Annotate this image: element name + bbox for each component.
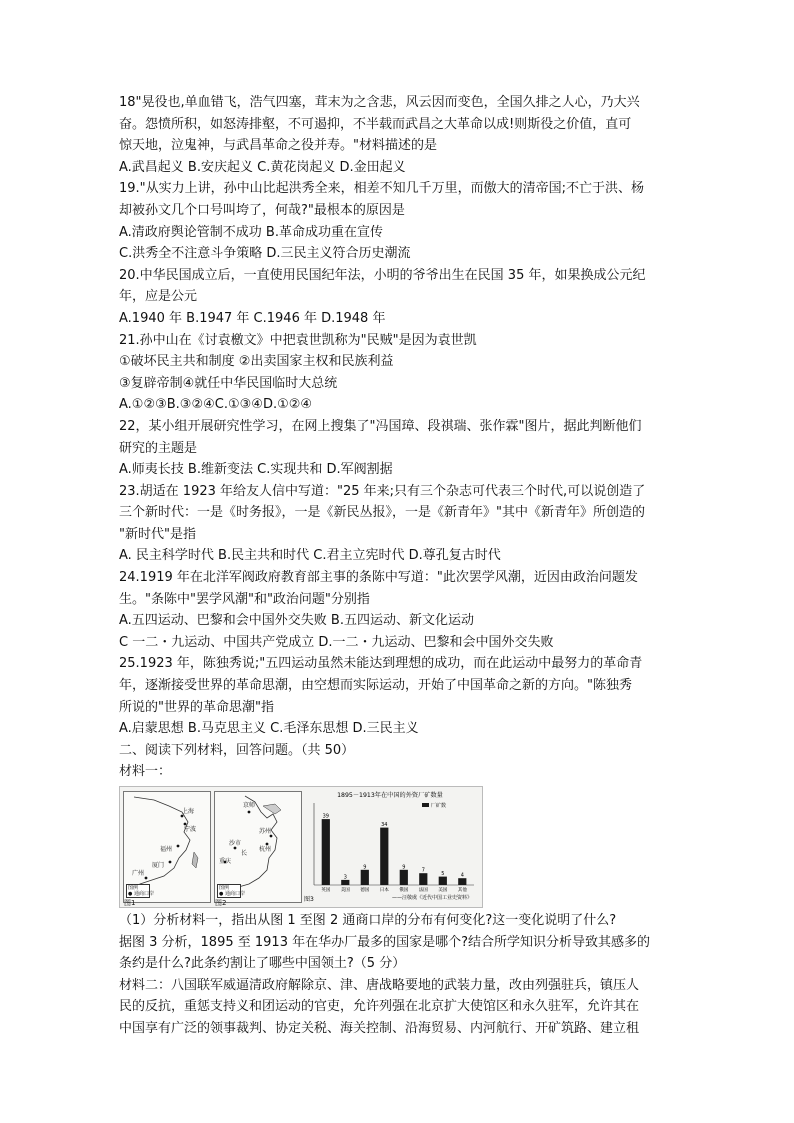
text-line: A.武昌起义 B.安庆起义 C.黄花岗起义 D.金田起义 bbox=[119, 159, 406, 175]
x-tick-label: 日本 bbox=[379, 888, 389, 893]
text-line: A.①②③B.③②④C.①③④D.①②④ bbox=[119, 397, 313, 413]
city-label: 京师 bbox=[243, 802, 256, 809]
text-line: A.清政府舆论管制不成功 B.革命成功重在宣传 bbox=[119, 224, 383, 240]
x-tick-label: 英国 bbox=[321, 888, 331, 893]
text-line: 24.1919 年在北洋军阀政府教育部主事的条陈中写道："此次罢学风潮，近因由政治问题发 bbox=[119, 570, 638, 586]
text-line: 年，应是公元 bbox=[119, 289, 198, 305]
text-line: 研究的主题是 bbox=[119, 440, 198, 456]
city-label: 广州 bbox=[132, 870, 145, 877]
x-tick-label: 美国 bbox=[340, 888, 350, 893]
figure-1-map bbox=[123, 791, 211, 903]
text-line: 据图 3 分析，1895 至 1913 年在华办厂最多的国家是哪个?结合所学知识分析导致其感多的 bbox=[119, 934, 651, 950]
text-line: A.五四运动、巴黎和会中国外交失败 B.五四运动、新文化运动 bbox=[119, 613, 474, 629]
text-line: 19."从实力上讲，孙中山比起洪秀全来，相差不知几千万里，而傲大的清帝国;不亡于洪、杨 bbox=[119, 181, 645, 197]
text-line: 中国享有广泛的领事裁判、协定关税、海关控制、沿海贸易、内河航行、开矿筑路、建立租 bbox=[119, 1020, 640, 1036]
text-line: A.1940 年 B.1947 年 C.1946 年 D.1948 年 bbox=[119, 310, 386, 326]
text-line: 23.胡适在 1923 年给友人信中写道："25 年来;只有三个杂志可代表三个时代,可以说创造了 bbox=[119, 483, 646, 499]
text-line: A.启蒙思想 B.马克思主义 C.毛泽东思想 D.三民主义 bbox=[119, 721, 419, 737]
x-tick-label: 其他 bbox=[457, 888, 467, 893]
city-label: 福州 bbox=[160, 846, 173, 853]
question-text-block bbox=[119, 92, 679, 783]
text-line: A.师夷长技 B.维新变法 C.实现共和 D.军阀割据 bbox=[119, 462, 393, 478]
x-tick-label: 俄国 bbox=[399, 888, 409, 893]
bar-value-label: 34 bbox=[381, 822, 388, 829]
bar bbox=[419, 873, 427, 885]
bar bbox=[439, 877, 447, 885]
text-line: （1）分析材料一，指出从图 1 至图 2 通商口岸的分布有何变化?这一变化说明了什么? bbox=[119, 913, 617, 928]
bar bbox=[361, 870, 369, 885]
city-label: 长 bbox=[241, 850, 248, 857]
text-line: 年，逐渐接受世界的革命思潮，由空想而实际运动，开始了中国革命之新的方向。"陈独秀 bbox=[119, 678, 632, 694]
city-label: 宁波 bbox=[184, 826, 197, 833]
x-tick-label: 美国 bbox=[438, 888, 448, 893]
city-label: 重庆 bbox=[219, 858, 232, 865]
page-content bbox=[119, 92, 679, 1040]
bar bbox=[380, 828, 388, 885]
text-line: 材料一： bbox=[119, 764, 172, 780]
figure-2-caption: 图2 bbox=[215, 899, 227, 907]
text-line: ③复辟帝制④就任中华民国临时大总统 bbox=[119, 375, 338, 391]
text-line: 民的反抗，重惩支持义和团运动的官吏，允许列强在北京扩大使馆区和永久驻军，允许其在 bbox=[119, 999, 640, 1015]
text-line: "新时代"是指 bbox=[119, 526, 196, 542]
text-line: 惊天地，泣鬼神，与武昌革命之役并寿。"材料描述的是 bbox=[119, 138, 437, 154]
bar-value-label: 3 bbox=[343, 874, 347, 881]
bar-value-label: 39 bbox=[322, 813, 329, 820]
text-line: A. 民主科学时代 B.民主共和时代 C.君主立宪时代 D.尊孔复古时代 bbox=[119, 548, 501, 564]
bar-value-label: 9 bbox=[402, 864, 406, 871]
text-line: 奋。怨愤所积，如怒涛排壑，不可遏抑，不半载而武昌之大革命以成!则斯役之价值，直可 bbox=[119, 116, 632, 132]
text-line: 25.1923 年，陈独秀说;"五四运动虽然未能达到理想的成功，而在此运动中最努力的革命青 bbox=[119, 656, 643, 672]
figure-3-bar-chart bbox=[302, 789, 478, 904]
text-line: 条约是什么?此条约割让了哪些中国领土?（5 分） bbox=[119, 956, 406, 972]
city-label: 沙市 bbox=[229, 840, 242, 847]
city-label: 上海 bbox=[182, 808, 195, 815]
text-line: 材料二：八国联军威逼清政府解除京、津、唐战略要地的武装力量，改由列强驻兵，镇压人 bbox=[119, 977, 640, 993]
text-line: ①破坏民主共和制度 ②出卖国家主权和民族利益 bbox=[119, 354, 394, 370]
city-label: 厦门 bbox=[152, 862, 165, 869]
text-line: 二、阅读下列材料，回答问题。（共 50） bbox=[119, 742, 355, 758]
x-tick-label: 德国 bbox=[360, 888, 370, 893]
text-line: 18"晃役也,单血错飞，浩气四塞，茸末为之含悲，风云因而变色，全国久排之人心，乃大兴 bbox=[119, 95, 640, 110]
chart-source: ——汪敬虞《近代中国工业史资料》 bbox=[391, 895, 472, 901]
figure-1-legend: 图例 ● 通商口岸 bbox=[128, 885, 154, 897]
bar bbox=[400, 870, 408, 885]
bar bbox=[322, 819, 330, 885]
bar bbox=[458, 878, 466, 885]
figure-3-caption: 图3 bbox=[304, 896, 314, 903]
bar-value-label: 9 bbox=[363, 864, 367, 871]
text-line: 21.孙中山在《讨袁檄文》中把袁世凯称为"民贼"是因为袁世凯 bbox=[119, 332, 477, 348]
city-label: 苏州 bbox=[259, 828, 272, 835]
chart-bars bbox=[321, 814, 467, 893]
figure-2-map bbox=[214, 791, 302, 903]
bar-value-label: 5 bbox=[441, 871, 445, 878]
figure-2-legend: 图例 ● 通商口岸 bbox=[219, 885, 245, 897]
text-line: C.洪秀全不注意斗争策略 D.三民主义符合历史潮流 bbox=[119, 246, 411, 262]
material-one-figures bbox=[119, 786, 483, 908]
chart-title: 1895－1913年在中国的外资厂矿数量 bbox=[337, 792, 443, 799]
text-line: 三个新时代：一是《时务报》，一是《新民丛报》，一是《新青年》"其中《新青年》所创造的 bbox=[119, 505, 645, 521]
bar-value-label: 4 bbox=[460, 872, 464, 879]
text-line: 所说的"世界的革命思潮"指 bbox=[119, 699, 274, 715]
text-line: 却被孙文几个口号叫垮了，何哉?"最根本的原因是 bbox=[119, 202, 405, 218]
text-line: 22，某小组开展研究性学习，在网上搜集了"冯国璋、段祺瑞、张作霖"图片，据此判断他们 bbox=[119, 418, 642, 434]
bar-value-label: 7 bbox=[421, 867, 425, 874]
bar bbox=[341, 880, 349, 885]
legend-label: 厂矿数 bbox=[431, 803, 447, 809]
text-line: 20.中华民国成立后，一直使用民国纪年法，小明的爷爷出生在民国 35 年，如果换成公元纪 bbox=[119, 267, 646, 283]
figure-1-caption: 图1 bbox=[124, 899, 136, 907]
x-tick-label: 法国 bbox=[418, 888, 428, 893]
city-label: 杭州 bbox=[259, 846, 272, 853]
question-text-block-after bbox=[119, 910, 679, 1040]
text-line: C 一二・九运动、中国共产党成立 D.一二・九运动、巴黎和会中国外交失败 bbox=[119, 634, 554, 650]
legend-swatch bbox=[422, 803, 429, 807]
text-line: 生。"条陈中"罢学风潮"和"政治问题"分别指 bbox=[119, 591, 370, 607]
